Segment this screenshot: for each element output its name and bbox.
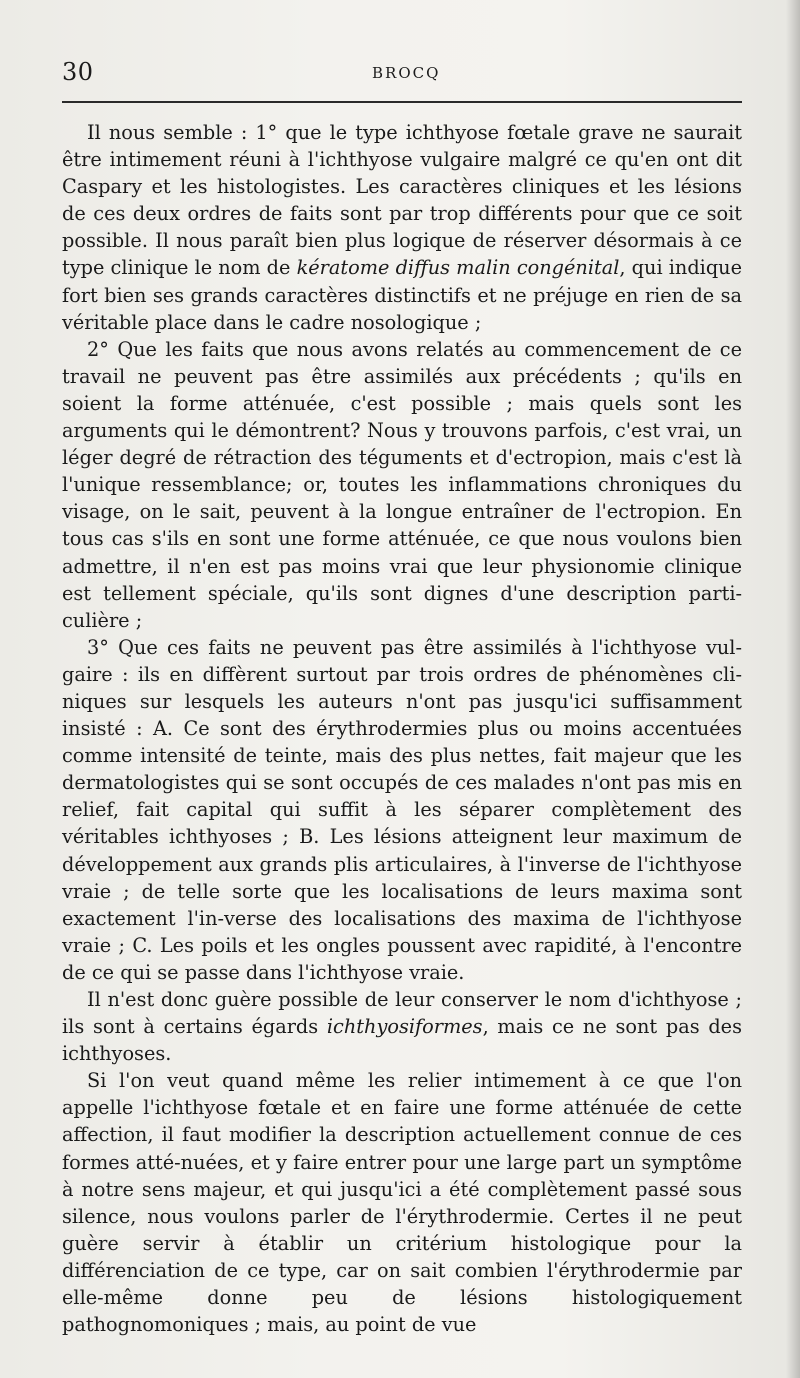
paragraph-1 [62,119,742,336]
page-number: 30 [62,58,94,86]
body-text [62,119,742,1338]
paragraph-5: Si l'on veut quand même les relier intimement à ce que l'on appelle l'ichthyose fœtale et en faire une forme atténuée de cette affection, il faut modifier la description actuellement connue de ces formes atté-nuées, et y faire entrer pour une large part un symptôme à notre sens majeur, et qui jusqu'ici a été complètement passé sous silence, nous voulons parler de l'érythrodermie. Certes il ne peut guère servir à établir un critérium histologique pour la différenciation de ce type, car on sait combien l'érythrodermie par elle-même donne peu de lésions histologiquement pathognomoniques ; mais, au point de vue [62,1069,742,1337]
page-edge-shadow [786,0,800,1378]
paragraph-2: 2° Que les faits que nous avons relatés au commencement de ce travail ne peuvent pas être assimilés aux précédents ; qu'ils en soient la forme atténuée, c'est possible ; mais quels sont les arguments qui le démontrent? Nous y trouvons parfois, c'est vrai, un léger degré de rétraction des téguments et d'ectropion, mais c'est là l'unique ressemblance; or, toutes les inflammations chroniques du visage, on le sait, peuvent à la longue entraîner de l'ectropion. En tous cas s'ils en sont une forme atténuée, ce que nous voulons bien admettre, il n'en est pas moins vrai que leur physionomie clinique est tellement spéciale, qu'ils sont dignes d'une description parti-culière ; [62,337,742,632]
running-head [62,54,742,94]
paragraph-4-text-b: , mais ce ne sont pas des ichthyoses. [62,1015,742,1066]
running-title: BROCQ [372,64,441,82]
paragraph-4 [62,986,742,1067]
paragraph-3: 3° Que ces faits ne peuvent pas être assimilés à l'ichthyose vul-gaire : ils en diffèrent surtout par trois ordres de phénomènes cli-niques sur lesquels les auteurs n'ont pas jusqu'ici suffisamment insisté : A. Ce sont des érythrodermies plus ou moins accentuées comme intensité de teinte, mais des plus nettes, fait majeur que les dermatologistes qui se sont occupés de ces malades n'ont pas mis en relief, fait capital qui suffit à les séparer complètement des véritables ichthyoses ; B. Les lésions atteignent leur maximum de développement aux grands plis articulaires, à l'inverse de l'ichthyose vraie ; de telle sorte que les localisations de leurs maxima sont exactement l'in-verse des localisations des maxima de l'ichthyose vraie ; C. Les poils et les ongles poussent avec rapidité, à l'encontre de ce qui se passe dans l'ichthyose vraie. [62,635,742,984]
paragraph-1-term: kératome diffus malin congénital [296,256,620,280]
paragraph-4-text-a: Il n'est donc guère possible de leur conserver le nom d'ichthyose ; ils sont à certains égards [62,988,742,1039]
paragraph-1-text-b: , qui indique fort bien ses grands caractères distinctifs et ne préjuge en rien de sa véritable place dans le cadre nosologique ; [62,256,743,334]
paragraph-1-text-a: Il nous semble : 1° que le type ichthyose fœtale grave ne saurait être intimement réuni à l'ichthyose vulgaire malgré ce qu'en ont dit Caspary et les histologistes. Les caractères cliniques et les lésions de ces deux ordres de faits sont par trop différents pour que ce soit possible. Il nous paraît bien plus logique de réserver désormais à ce type clinique le nom de [62,121,742,280]
paragraph-4-term: ichthyosiformes [326,1015,483,1039]
header-rule [62,101,742,103]
